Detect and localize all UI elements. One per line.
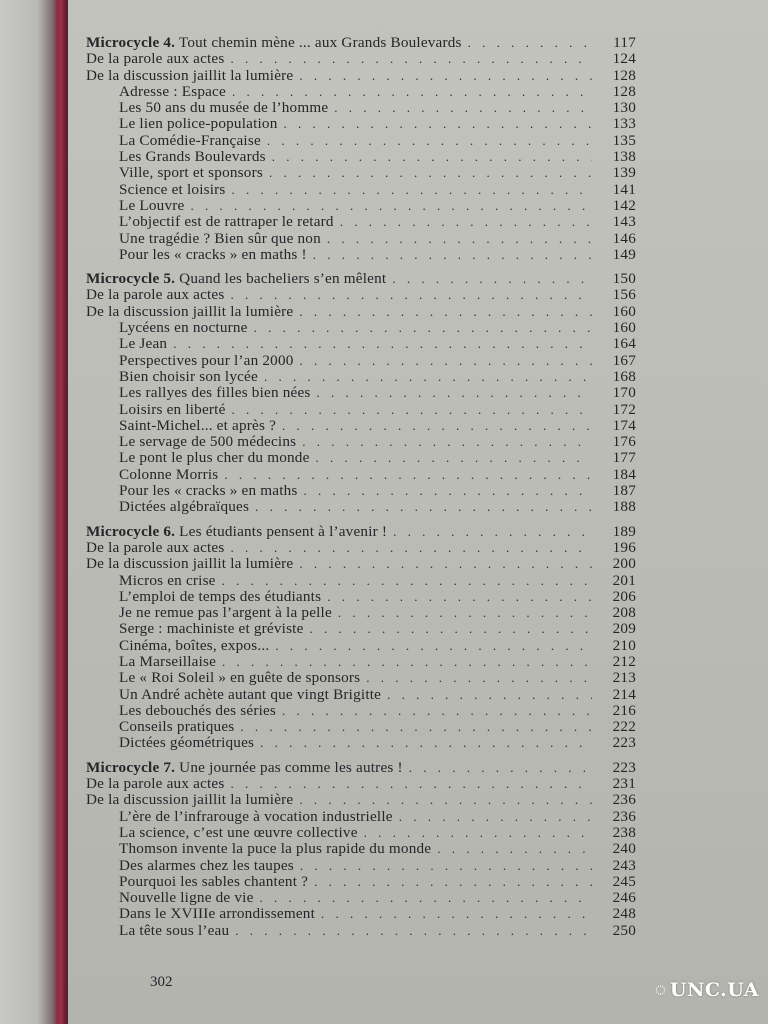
toc-page-number: 135 (612, 131, 636, 149)
toc-page-number: 184 (612, 465, 636, 483)
toc-entry-title: Des alarmes chez les taupes (119, 856, 294, 874)
toc-entry (86, 165, 636, 181)
toc-page-number: 236 (612, 807, 636, 825)
toc-page-number: 128 (612, 82, 636, 100)
toc-section-heading (86, 271, 636, 287)
dot-leader (299, 556, 592, 572)
toc-entry-title: De la discussion jaillit la lumière (86, 555, 294, 573)
table-of-contents (86, 35, 636, 947)
dot-leader (299, 304, 592, 320)
toc-section (86, 271, 636, 515)
toc-entry (86, 703, 636, 719)
toc-page-number: 240 (612, 840, 636, 858)
toc-entry-title: Lycéens en nocturne (119, 319, 248, 337)
toc-page-number: 164 (612, 335, 636, 353)
toc-entry-title: Le lien police-population (119, 115, 278, 133)
toc-entry-title: Loisirs en liberté (119, 400, 226, 418)
dot-leader (387, 687, 592, 703)
toc-page-number: 236 (612, 791, 636, 809)
toc-page-number: 214 (612, 685, 636, 703)
dot-leader (300, 353, 592, 369)
microcycle-label: Microcycle 5. (86, 270, 176, 288)
toc-page-number: 210 (612, 636, 636, 654)
toc-section-heading (86, 524, 636, 540)
toc-heading-title (86, 524, 387, 540)
toc-entry (86, 353, 636, 369)
dot-leader (231, 51, 593, 67)
dot-leader (437, 841, 592, 857)
dot-leader (255, 499, 592, 515)
dot-leader (267, 133, 592, 149)
toc-entry-title: Dictées algébraïques (119, 498, 250, 516)
toc-section-heading (86, 760, 636, 776)
toc-page-number: 117 (613, 34, 636, 51)
toc-entry-title: Serge : machiniste et gréviste (119, 620, 304, 638)
toc-page-number: 209 (612, 620, 636, 638)
toc-entry (86, 605, 636, 621)
toc-page-number: 139 (612, 164, 636, 182)
toc-entry (86, 825, 636, 841)
toc-entry-title: Le « Roi Soleil » en guête de sponsors (119, 669, 361, 687)
toc-page-number: 160 (612, 319, 636, 337)
toc-page-number: 248 (612, 905, 636, 923)
toc-entry-title: L’emploi de temps des étudiants (119, 587, 322, 605)
toc-entry (86, 858, 636, 874)
dot-leader (314, 874, 592, 890)
dot-leader (299, 792, 592, 808)
toc-entry-title: Perspectives pour l’an 2000 (119, 351, 294, 369)
microcycle-label: Microcycle 4. (86, 34, 176, 51)
dot-leader (232, 84, 592, 100)
toc-entry (86, 369, 636, 385)
toc-page-number: 216 (612, 701, 636, 719)
toc-page-number: 231 (612, 775, 636, 793)
dot-leader (190, 198, 592, 214)
dot-leader (327, 589, 592, 605)
toc-entry (86, 182, 636, 198)
dot-leader (316, 450, 592, 466)
toc-entry (86, 890, 636, 906)
dot-leader (260, 735, 592, 751)
toc-entry (86, 116, 636, 132)
toc-entry-title: Micros en crise (119, 571, 216, 589)
toc-entry-title: Bien choisir son lycée (119, 367, 258, 385)
toc-page-number: 187 (612, 482, 636, 500)
toc-entry-title: Pourquoi les sables chantent ? (119, 872, 309, 890)
toc-entry-title: Thomson invente la puce la plus rapide du monde (119, 840, 432, 858)
toc-heading-title (86, 760, 403, 776)
toc-entry (86, 735, 636, 751)
dot-leader (310, 621, 592, 637)
toc-section (86, 35, 636, 263)
toc-entry-title: De la parole aux actes (86, 50, 225, 68)
toc-entry-title: Le Louvre (119, 196, 185, 214)
microcycle-title: Les étudiants pensent à l’avenir ! (175, 522, 388, 540)
toc-entry-title: Conseils pratiques (119, 718, 235, 736)
toc-page-number: 160 (612, 302, 636, 320)
toc-entry-title: Saint-Michel... et après ? (119, 416, 277, 434)
dot-leader (409, 760, 592, 776)
toc-entry (86, 287, 636, 303)
toc-entry-title: Je ne remue pas l’argent à la pelle (119, 604, 332, 622)
toc-page-number: 174 (612, 416, 636, 434)
toc-entry-title: Ville, sport et sponsors (119, 164, 263, 182)
toc-entry-title: Pour les « cracks » en maths (119, 482, 298, 500)
toc-page-number: 149 (612, 245, 636, 263)
toc-page-number: 201 (612, 571, 636, 589)
toc-entry (86, 84, 636, 100)
dot-leader (302, 434, 592, 450)
toc-page-number: 189 (612, 522, 636, 540)
dot-leader (275, 638, 592, 654)
toc-entry-title: Nouvelle ligne de vie (119, 889, 254, 907)
toc-entry (86, 320, 636, 336)
toc-page-number: 128 (612, 66, 636, 84)
toc-entry (86, 792, 636, 808)
dot-leader (222, 654, 592, 670)
dot-leader (232, 182, 592, 198)
toc-page-number: 250 (612, 921, 636, 939)
toc-entry (86, 589, 636, 605)
toc-entry (86, 51, 636, 67)
microcycle-label: Microcycle 7. (86, 758, 176, 776)
toc-page-number: 238 (612, 823, 636, 841)
page-number: 302 (150, 974, 173, 990)
toc-entry (86, 68, 636, 84)
dot-leader (264, 369, 592, 385)
toc-entry-title: De la parole aux actes (86, 775, 225, 793)
toc-entry (86, 198, 636, 214)
toc-entry (86, 149, 636, 165)
microcycle-title: Quand les bacheliers s’en mêlent (175, 270, 387, 288)
toc-entry (86, 874, 636, 890)
toc-entry (86, 687, 636, 703)
toc-entry-title: La science, c’est une œuvre collective (119, 823, 358, 841)
toc-page-number: 170 (612, 384, 636, 402)
toc-entry-title: La tête sous l’eau (119, 921, 230, 939)
toc-entry (86, 654, 636, 670)
toc-page-number: 246 (612, 889, 636, 907)
toc-entry-title: La Marseillaise (119, 652, 217, 670)
dot-leader (173, 336, 592, 352)
toc-entry-title: Les rallyes des filles bien nées (119, 384, 311, 402)
toc-entry (86, 499, 636, 515)
dot-leader (338, 605, 592, 621)
toc-section (86, 760, 636, 939)
dot-leader (235, 923, 592, 939)
toc-entry (86, 304, 636, 320)
dot-leader (321, 906, 592, 922)
toc-page-number: 223 (612, 758, 636, 776)
toc-page-number: 212 (612, 652, 636, 670)
dot-leader (224, 467, 592, 483)
toc-page-number: 188 (612, 498, 636, 516)
dot-leader (340, 214, 592, 230)
microcycle-title: Tout chemin mène ... aux Grands Boulevards (175, 34, 462, 51)
toc-entry (86, 247, 636, 263)
toc-page-number: 243 (612, 856, 636, 874)
toc-page-number: 177 (612, 449, 636, 467)
toc-entry-title: La Comédie-Française (119, 131, 261, 149)
book-spine (0, 0, 68, 1024)
toc-entry-title: Le servage de 500 médecins (119, 433, 297, 451)
microcycle-label: Microcycle 6. (86, 522, 176, 540)
toc-entry-title: Les 50 ans du musée de l’homme (119, 99, 329, 117)
toc-entry-title: Adresse : Espace (119, 82, 226, 100)
dot-leader (317, 385, 592, 401)
toc-entry-title: De la discussion jaillit la lumière (86, 66, 294, 84)
toc-entry (86, 776, 636, 792)
toc-page-number: 172 (612, 400, 636, 418)
toc-entry-title: Le Jean (119, 335, 168, 353)
toc-page-number: 124 (612, 50, 636, 68)
dot-leader (334, 100, 592, 116)
toc-page-number: 222 (612, 718, 636, 736)
dot-leader (231, 287, 593, 303)
toc-entry (86, 385, 636, 401)
toc-entry (86, 923, 636, 939)
toc-page-number: 168 (612, 367, 636, 385)
dot-leader (300, 858, 592, 874)
toc-entry (86, 434, 636, 450)
toc-entry (86, 573, 636, 589)
toc-entry (86, 402, 636, 418)
microcycle-title: Une journée pas comme les autres ! (175, 758, 403, 776)
dot-leader (366, 670, 592, 686)
toc-entry-title: Les debouchés des séries (119, 701, 277, 719)
dot-leader (272, 149, 592, 165)
dot-leader (222, 573, 592, 589)
toc-entry-title: L’ère de l’infrarouge à vocation industrielle (119, 807, 393, 825)
toc-entry-title: Le pont le plus cher du monde (119, 449, 310, 467)
toc-entry-title: De la discussion jaillit la lumière (86, 302, 294, 320)
toc-entry (86, 841, 636, 857)
toc-page-number: 196 (612, 538, 636, 556)
toc-entry (86, 231, 636, 247)
dot-leader (232, 402, 592, 418)
toc-section-heading (86, 35, 636, 51)
toc-page-number: 167 (612, 351, 636, 369)
toc-page-number: 245 (612, 872, 636, 890)
dot-leader (269, 165, 592, 181)
toc-heading-title (86, 35, 462, 51)
toc-entry-title: Science et loisirs (119, 180, 226, 198)
toc-entry (86, 906, 636, 922)
dot-leader (399, 809, 592, 825)
dot-leader (282, 418, 592, 434)
toc-entry (86, 418, 636, 434)
toc-entry-title: Un André achète autant que vingt Brigitte (119, 685, 382, 703)
star-ring-icon (655, 970, 666, 1010)
toc-page-number: 200 (612, 555, 636, 573)
toc-page-number: 138 (612, 148, 636, 166)
dot-leader (327, 231, 592, 247)
toc-entry-title: L’objectif est de rattraper le retard (119, 213, 334, 231)
toc-page-number: 206 (612, 587, 636, 605)
toc-section (86, 524, 636, 752)
dot-leader (231, 776, 593, 792)
toc-entry-title: Cinéma, boîtes, expos... (119, 636, 270, 654)
watermark (655, 968, 759, 1012)
dot-leader (468, 35, 592, 51)
toc-page-number: 156 (612, 286, 636, 304)
dot-leader (284, 116, 592, 132)
dot-leader (240, 719, 592, 735)
toc-page-number: 133 (612, 115, 636, 133)
toc-entry (86, 621, 636, 637)
toc-page-number: 141 (612, 180, 636, 198)
toc-entry (86, 336, 636, 352)
dot-leader (392, 271, 592, 287)
toc-entry (86, 719, 636, 735)
toc-entry-title: De la parole aux actes (86, 286, 225, 304)
toc-page-number: 150 (612, 270, 636, 288)
toc-page-number: 143 (612, 213, 636, 231)
dot-leader (299, 68, 592, 84)
dot-leader (282, 703, 592, 719)
watermark-text: UNC.UA (669, 979, 759, 1001)
toc-page-number: 142 (612, 196, 636, 214)
toc-entry (86, 638, 636, 654)
toc-page-number: 208 (612, 604, 636, 622)
dot-leader (304, 483, 592, 499)
toc-page-number: 223 (612, 734, 636, 752)
toc-entry (86, 670, 636, 686)
dot-leader (254, 320, 592, 336)
toc-page-number: 146 (612, 229, 636, 247)
toc-page-number: 176 (612, 433, 636, 451)
dot-leader (393, 524, 592, 540)
dot-leader (313, 247, 592, 263)
toc-entry (86, 483, 636, 499)
toc-entry (86, 450, 636, 466)
toc-entry-title: De la parole aux actes (86, 538, 225, 556)
dot-leader (260, 890, 592, 906)
toc-entry (86, 809, 636, 825)
toc-entry (86, 556, 636, 572)
toc-page-number: 130 (612, 99, 636, 117)
toc-entry-title: Pour les « cracks » en maths ! (119, 245, 307, 263)
toc-entry (86, 467, 636, 483)
toc-entry (86, 133, 636, 149)
toc-entry (86, 100, 636, 116)
toc-page-number: 213 (612, 669, 636, 687)
toc-heading-title (86, 271, 386, 287)
toc-entry-title: Une tragédie ? Bien sûr que non (119, 229, 321, 247)
toc-entry-title: Les Grands Boulevards (119, 148, 266, 166)
dot-leader (364, 825, 592, 841)
toc-entry (86, 214, 636, 230)
toc-entry-title: Dans le XVIIIe arrondissement (119, 905, 315, 923)
dot-leader (231, 540, 593, 556)
toc-entry-title: Colonne Morris (119, 465, 219, 483)
toc-entry-title: De la discussion jaillit la lumière (86, 791, 294, 809)
toc-entry (86, 540, 636, 556)
toc-entry-title: Dictées géométriques (119, 734, 255, 752)
